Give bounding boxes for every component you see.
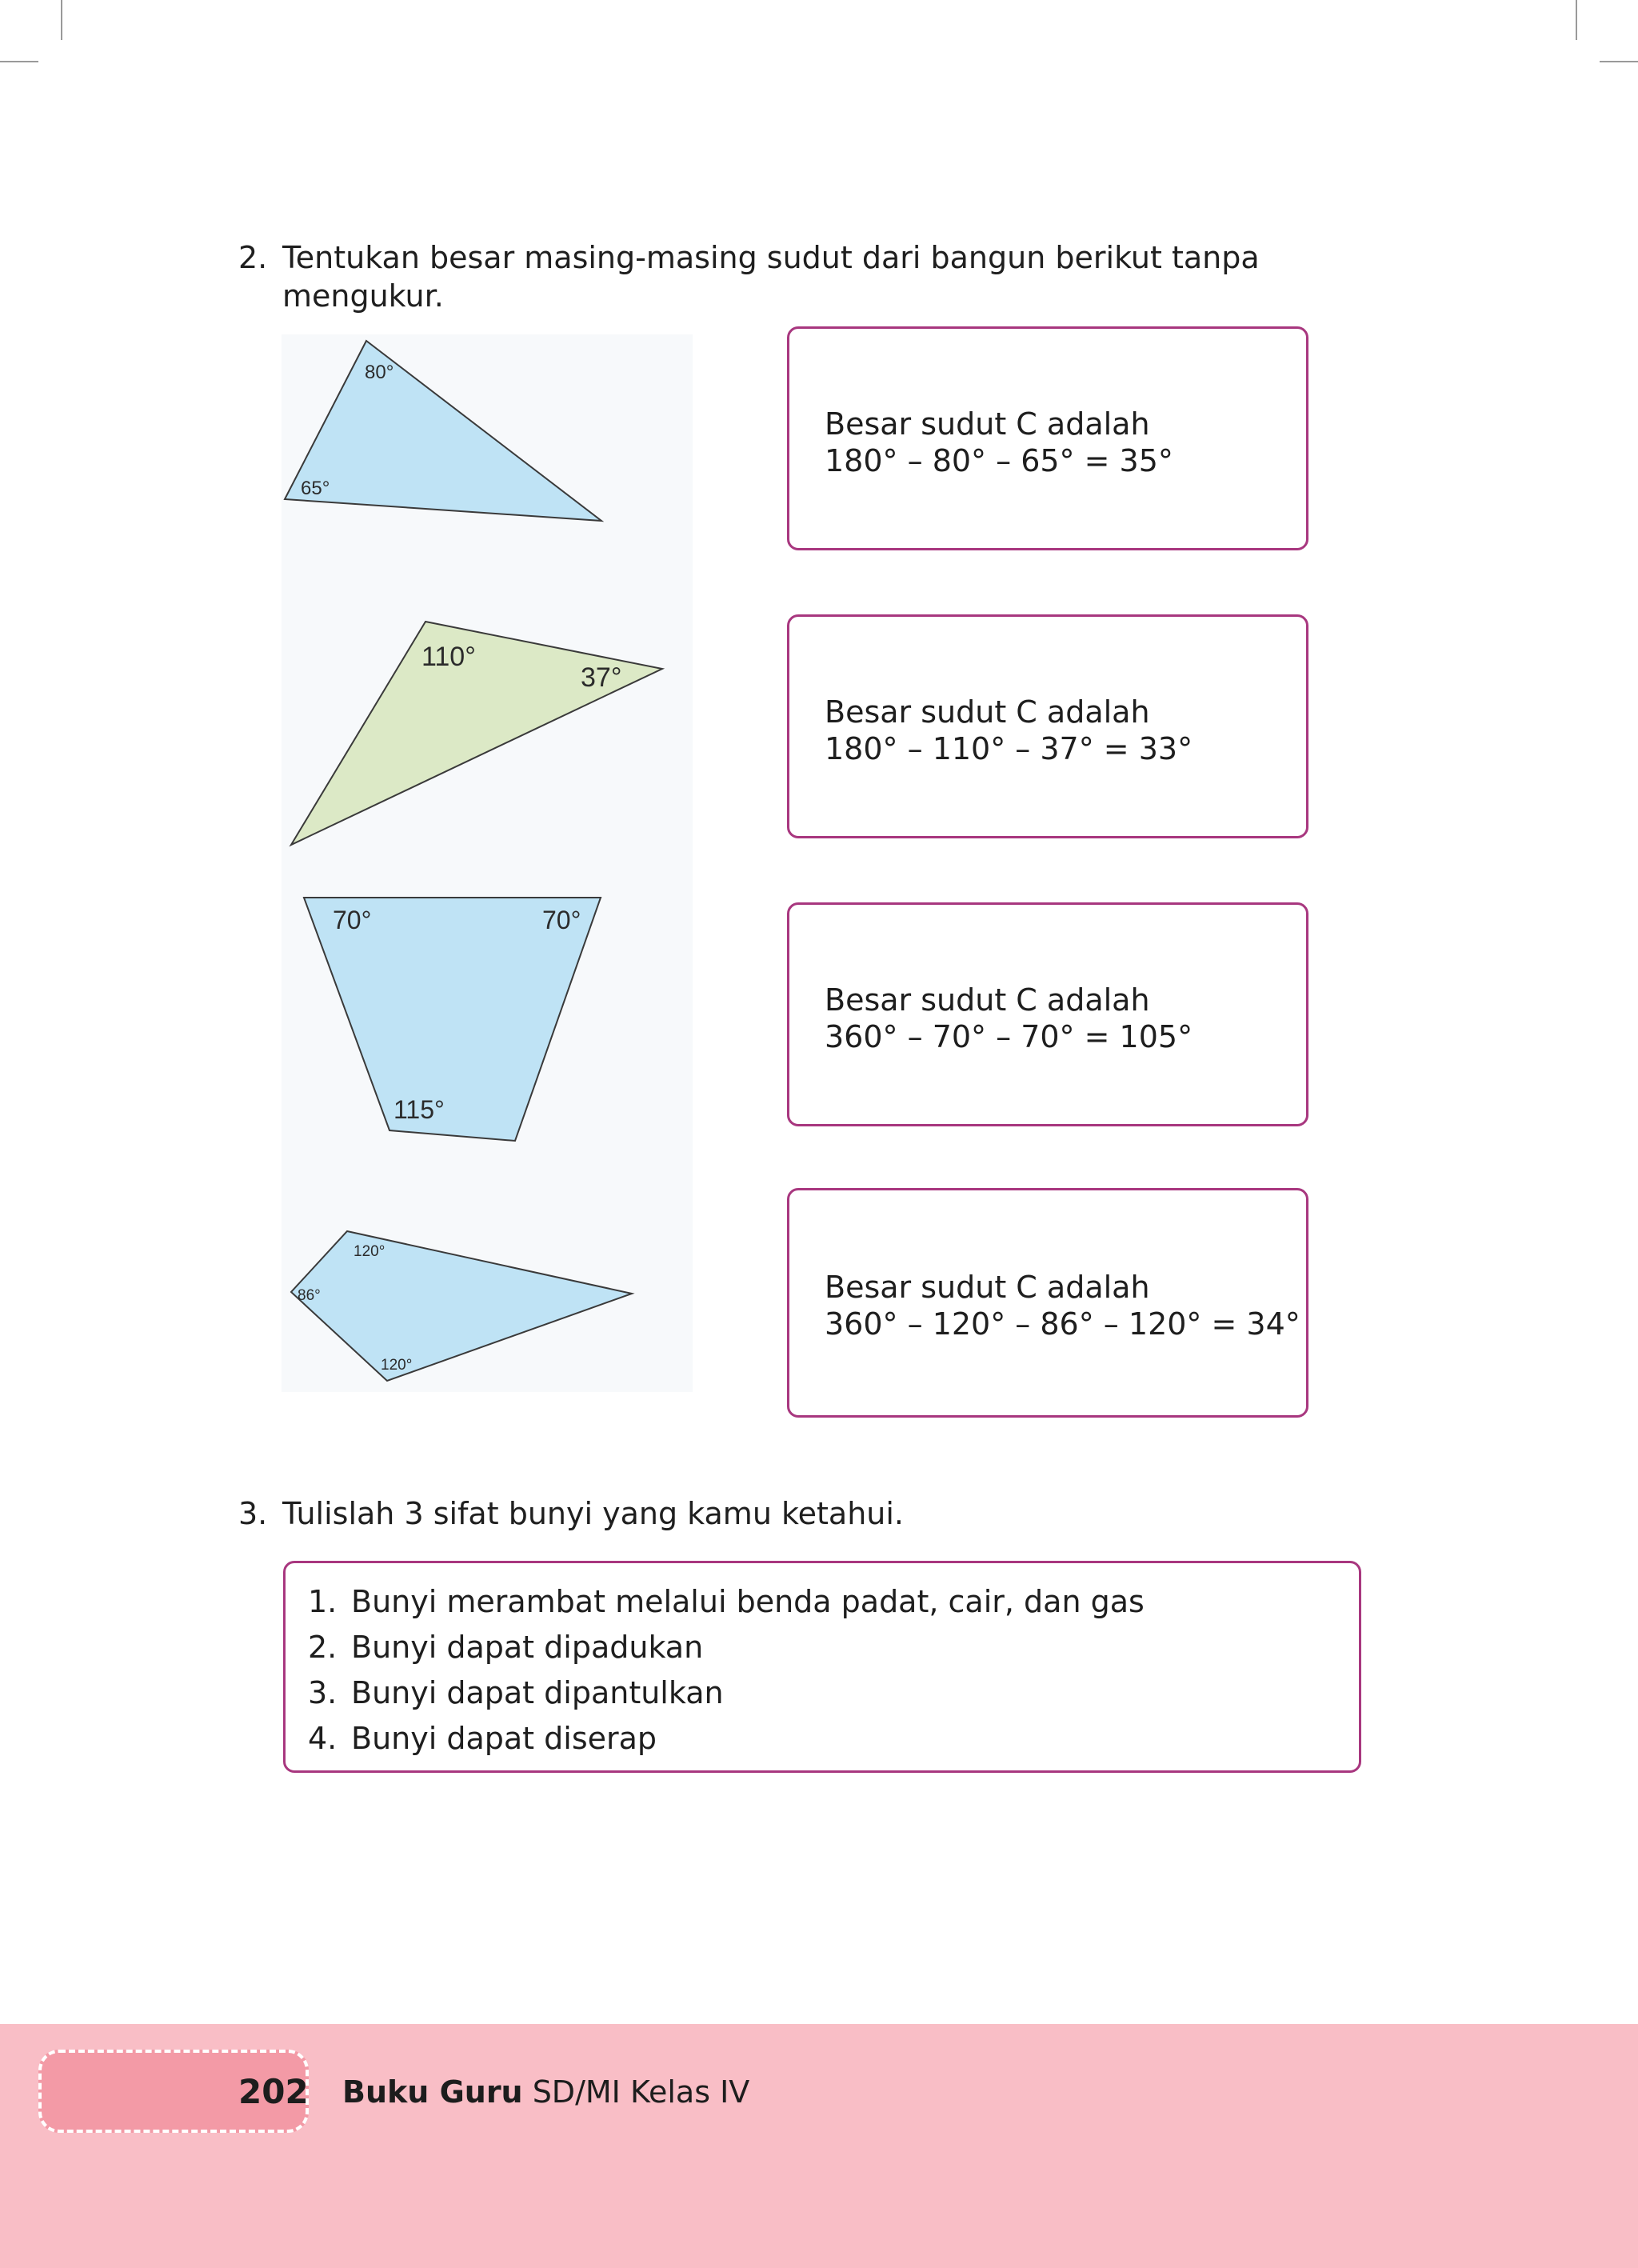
quadrilateral-shape — [291, 1231, 632, 1381]
list-item-number: 4. — [308, 1721, 338, 1756]
crop-mark — [61, 0, 62, 40]
list-item — [308, 1719, 657, 1758]
list-item-text: Bunyi dapat dipantulkan — [351, 1675, 724, 1710]
answer-line: Besar sudut C adalah — [825, 982, 1150, 1018]
question-number: 2. — [238, 240, 268, 275]
triangle-shape — [285, 341, 601, 521]
crop-mark — [0, 61, 38, 62]
answer-line: Besar sudut C adalah — [825, 694, 1150, 730]
angle-label: 115° — [394, 1095, 445, 1124]
triangle-shape — [291, 622, 662, 845]
triangle-figure-1 — [282, 334, 693, 534]
list-item-text: Bunyi merambat melalui benda padat, cair, dan gas — [351, 1584, 1145, 1619]
question-number: 3. — [238, 1496, 268, 1531]
list-item — [308, 1674, 724, 1712]
question-text: Tulislah 3 sifat bunyi yang kamu ketahui. — [282, 1496, 904, 1531]
angle-label: 70° — [542, 906, 581, 934]
list-item-text: Bunyi dapat diserap — [351, 1721, 657, 1756]
answer-calculation: 180° – 80° – 65° = 35° — [825, 443, 1173, 478]
book-title — [342, 2074, 749, 2110]
list-item-number: 1. — [308, 1584, 338, 1619]
answer-calculation: 360° – 70° – 70° = 105° — [825, 1019, 1193, 1054]
answer-box-3 — [787, 902, 1308, 1126]
answer-calculation: 360° – 120° – 86° – 120° = 34° — [825, 1306, 1300, 1342]
book-title-bold: Buku Guru — [342, 2074, 523, 2110]
answer-list-box — [283, 1561, 1361, 1773]
answer-box-4 — [787, 1188, 1308, 1418]
book-title-rest: SD/MI Kelas IV — [522, 2074, 750, 2110]
angle-label: 37° — [581, 662, 622, 693]
list-item-number: 2. — [308, 1630, 338, 1665]
question-text-line2: mengukur. — [282, 278, 444, 314]
angle-label: 80° — [365, 362, 394, 383]
angle-label: 120° — [381, 1357, 413, 1374]
answer-line: Besar sudut C adalah — [825, 1270, 1150, 1305]
list-item-text: Bunyi dapat dipadukan — [351, 1630, 704, 1665]
page-number: 202 — [238, 2072, 309, 2111]
answer-calculation: 180° – 110° – 37° = 33° — [825, 731, 1193, 766]
question-2 — [238, 238, 1438, 318]
angle-label: 65° — [301, 478, 330, 499]
crop-mark — [1576, 0, 1577, 40]
quadrilateral-figure-3 — [282, 892, 693, 1148]
triangle-figure-2 — [282, 616, 693, 856]
angle-label: 120° — [354, 1243, 386, 1260]
answer-box-2 — [787, 614, 1308, 838]
question-3 — [238, 1494, 1438, 1534]
angle-label: 86° — [298, 1287, 321, 1304]
list-item — [308, 1582, 1145, 1621]
question-text-line1: Tentukan besar masing-masing sudut dari bangun berikut tanpa — [282, 240, 1260, 275]
quadrilateral-figure-4 — [282, 1220, 693, 1392]
list-item-number: 3. — [308, 1675, 338, 1710]
angle-label: 70° — [333, 906, 372, 934]
answer-box-1 — [787, 326, 1308, 550]
angle-label: 110° — [421, 642, 476, 672]
answer-line: Besar sudut C adalah — [825, 406, 1150, 442]
list-item — [308, 1628, 703, 1666]
crop-mark — [1600, 61, 1638, 62]
